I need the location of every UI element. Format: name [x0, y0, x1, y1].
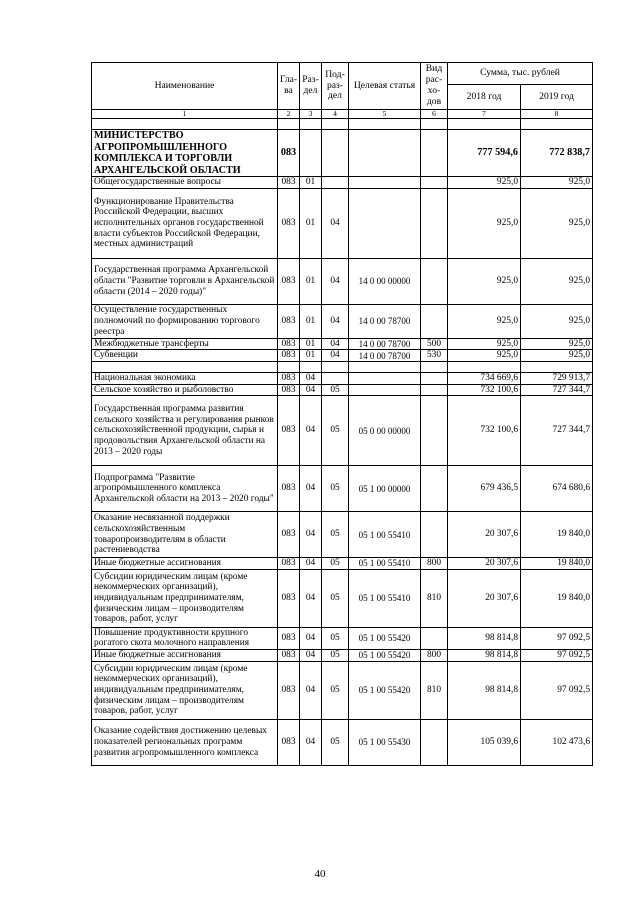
row-subsection: 04 [322, 304, 349, 338]
row-name: Субвенции [92, 350, 278, 362]
row-chapter: 083 [278, 350, 300, 362]
row-section: 04 [300, 558, 322, 570]
row-target-article: 05 0 00 00000 [349, 396, 421, 466]
row-subsection [322, 372, 349, 384]
table-row [92, 258, 593, 304]
row-name: Иные бюджетные ассигнования [92, 650, 278, 662]
row-subsection: 04 [322, 338, 349, 350]
row-subsection: 05 [322, 719, 349, 765]
page-number: 40 [314, 868, 326, 880]
table-row [92, 130, 593, 177]
empty-cell [448, 119, 521, 130]
row-section: 04 [300, 396, 322, 466]
row-section: 01 [300, 304, 322, 338]
row-amount-2018: 98 814,8 [448, 661, 521, 719]
row-target-article: 05 1 00 55410 [349, 569, 421, 627]
row-amount-2018: 98 814,8 [448, 650, 521, 662]
row-amount-2019: 97 092,5 [521, 627, 593, 649]
table-row [92, 650, 593, 662]
table-row [92, 396, 593, 466]
empty-cell [322, 119, 349, 130]
row-expense-type [421, 396, 448, 466]
row-chapter: 083 [278, 130, 300, 177]
row-expense-type [421, 512, 448, 558]
column-number: 4 [322, 110, 349, 119]
row-chapter: 083 [278, 512, 300, 558]
row-section: 01 [300, 177, 322, 189]
row-name: МИНИСТЕРСТВО АГРОПРОМЫШЛЕННОГО КОМПЛЕКСА И ТОРГОВЛИ АРХАНГЕЛЬСКОЙ ОБЛАСТИ [92, 130, 278, 177]
row-amount-2018: 20 307,6 [448, 512, 521, 558]
row-expense-type: 500 [421, 338, 448, 350]
row-target-article: 05 1 00 55410 [349, 558, 421, 570]
row-amount-2019: 727 344,7 [521, 396, 593, 466]
row-expense-type [421, 188, 448, 258]
row-subsection: 05 [322, 396, 349, 466]
row-amount-2018: 20 307,6 [448, 558, 521, 570]
header-name: Наименование [92, 63, 278, 110]
row-name: Повышение продуктивности крупного рогатого скота молочного направления [92, 627, 278, 649]
row-chapter: 083 [278, 396, 300, 466]
table-row [92, 466, 593, 512]
row-subsection: 05 [322, 466, 349, 512]
row-expense-type [421, 719, 448, 765]
row-name: Межбюджетные трансферты [92, 338, 278, 350]
row-target-article: 05 1 00 55420 [349, 661, 421, 719]
row-chapter: 083 [278, 719, 300, 765]
row-name: Общегосударственные вопросы [92, 177, 278, 189]
row-name: Оказание содействия достижению целевых показателей региональных программ развития агропромышленного комплекса [92, 719, 278, 765]
row-amount-2018: 732 100,6 [448, 384, 521, 396]
column-number: 3 [300, 110, 322, 119]
header-year-2019: 2019 год [521, 85, 593, 110]
row-name: Субсидии юридическим лицам (кроме некоммерческих организаций), индивидуальным предпринимателям, физическим лицам – производителям товаров, работ, услуг [92, 661, 278, 719]
row-amount-2018: 925,0 [448, 350, 521, 362]
empty-cell [300, 119, 322, 130]
table-row [92, 661, 593, 719]
table-row [92, 177, 593, 189]
empty-cell [278, 361, 300, 372]
row-amount-2019: 925,0 [521, 338, 593, 350]
empty-cell [448, 361, 521, 372]
row-name: Субсидии юридическим лицам (кроме некоммерческих организаций), индивидуальным предпринимателям, физическим лицам – производителям товаров, работ, услуг [92, 569, 278, 627]
row-expense-type [421, 177, 448, 189]
row-subsection: 04 [322, 258, 349, 304]
row-expense-type: 810 [421, 569, 448, 627]
row-name: Функционирование Правительства Российской Федерации, высших исполнительных органов государственной власти субъектов Российской Федерации, местных администраций [92, 188, 278, 258]
row-expense-type [421, 304, 448, 338]
row-name: Подпрограмма "Развитие агропромышленного комплекса Архангельской области на 2013 – 2020 годы" [92, 466, 278, 512]
row-section: 01 [300, 258, 322, 304]
row-amount-2018: 925,0 [448, 177, 521, 189]
row-amount-2018: 925,0 [448, 258, 521, 304]
row-subsection: 05 [322, 512, 349, 558]
row-chapter: 083 [278, 627, 300, 649]
row-expense-type: 530 [421, 350, 448, 362]
row-amount-2019: 729 913,7 [521, 372, 593, 384]
empty-cell [349, 119, 421, 130]
row-amount-2018: 732 100,6 [448, 396, 521, 466]
empty-cell [322, 361, 349, 372]
row-chapter: 083 [278, 384, 300, 396]
table-row [92, 304, 593, 338]
table-row [92, 719, 593, 765]
row-section: 04 [300, 569, 322, 627]
row-target-article: 14 0 00 78700 [349, 338, 421, 350]
budget-table [91, 62, 593, 766]
row-chapter: 083 [278, 558, 300, 570]
row-target-article [349, 177, 421, 189]
row-target-article: 14 0 00 78700 [349, 304, 421, 338]
row-chapter: 083 [278, 258, 300, 304]
row-expense-type: 800 [421, 558, 448, 570]
header-sum: Сумма, тыс. рублей [448, 63, 593, 85]
row-section: 04 [300, 466, 322, 512]
row-amount-2019: 19 840,0 [521, 512, 593, 558]
row-chapter: 083 [278, 650, 300, 662]
row-amount-2019: 772 838,7 [521, 130, 593, 177]
row-amount-2019: 925,0 [521, 177, 593, 189]
row-amount-2019: 925,0 [521, 188, 593, 258]
header-section: Раз-дел [300, 63, 322, 110]
row-target-article [349, 384, 421, 396]
row-amount-2019: 674 680,6 [521, 466, 593, 512]
row-name: Оказание несвязанной поддержки сельскохозяйственным товаропроизводителям в области растениеводства [92, 512, 278, 558]
row-section: 01 [300, 338, 322, 350]
header-subsection: Под-раз-дел [322, 63, 349, 110]
row-chapter: 083 [278, 304, 300, 338]
header-chapter: Гла-ва [278, 63, 300, 110]
row-expense-type [421, 384, 448, 396]
row-chapter: 083 [278, 661, 300, 719]
table-row [92, 350, 593, 362]
row-amount-2019: 19 840,0 [521, 569, 593, 627]
row-amount-2018: 734 669,6 [448, 372, 521, 384]
row-amount-2018: 679 436,5 [448, 466, 521, 512]
spacer-row [92, 361, 593, 372]
row-amount-2019: 19 840,0 [521, 558, 593, 570]
row-section: 04 [300, 661, 322, 719]
table-body [92, 119, 593, 766]
header-year-2018: 2018 год [448, 85, 521, 110]
row-section: 04 [300, 650, 322, 662]
empty-cell [92, 361, 278, 372]
row-amount-2018: 925,0 [448, 338, 521, 350]
row-chapter: 083 [278, 569, 300, 627]
row-section [300, 130, 322, 177]
header-expense-type: Вид рас-хо-дов [421, 63, 448, 110]
row-name: Иные бюджетные ассигнования [92, 558, 278, 570]
row-target-article: 05 1 00 55420 [349, 627, 421, 649]
empty-cell [521, 361, 593, 372]
row-section: 04 [300, 627, 322, 649]
row-amount-2019: 925,0 [521, 258, 593, 304]
row-amount-2019: 727 344,7 [521, 384, 593, 396]
table-row [92, 372, 593, 384]
row-expense-type [421, 130, 448, 177]
table-row [92, 512, 593, 558]
empty-cell [421, 119, 448, 130]
row-subsection: 05 [322, 569, 349, 627]
row-section: 01 [300, 188, 322, 258]
column-number: 7 [448, 110, 521, 119]
row-section: 04 [300, 372, 322, 384]
row-subsection: 04 [322, 350, 349, 362]
row-chapter: 083 [278, 372, 300, 384]
row-subsection: 05 [322, 661, 349, 719]
table-row [92, 188, 593, 258]
row-section: 04 [300, 512, 322, 558]
row-amount-2018: 925,0 [448, 304, 521, 338]
row-section: 01 [300, 350, 322, 362]
row-name: Осуществление государственных полномочий по формированию торгового реестра [92, 304, 278, 338]
row-amount-2018: 98 814,8 [448, 627, 521, 649]
empty-cell [300, 361, 322, 372]
row-name: Государственная программа Архангельской области "Развитие торговли в Архангельской области (2014 – 2020 годы)" [92, 258, 278, 304]
row-subsection: 05 [322, 627, 349, 649]
row-subsection [322, 177, 349, 189]
spacer-row [92, 119, 593, 130]
table-row [92, 627, 593, 649]
row-name: Сельское хозяйство и рыболовство [92, 384, 278, 396]
empty-cell [92, 119, 278, 130]
row-target-article [349, 130, 421, 177]
row-subsection: 05 [322, 650, 349, 662]
row-expense-type [421, 258, 448, 304]
row-name: Государственная программа развития сельского хозяйства и регулирования рынков сельскохозяйственной продукции, сырья и продовольствия Архангельской области на 2013 – 2020 годы [92, 396, 278, 466]
column-number: 5 [349, 110, 421, 119]
row-target-article: 05 1 00 00000 [349, 466, 421, 512]
row-amount-2019: 102 473,6 [521, 719, 593, 765]
row-amount-2018: 925,0 [448, 188, 521, 258]
row-subsection: 05 [322, 384, 349, 396]
row-chapter: 083 [278, 188, 300, 258]
empty-cell [421, 361, 448, 372]
table-row [92, 384, 593, 396]
row-target-article: 05 1 00 55410 [349, 512, 421, 558]
column-number: 6 [421, 110, 448, 119]
row-expense-type: 800 [421, 650, 448, 662]
column-number: 2 [278, 110, 300, 119]
row-target-article: 05 1 00 55430 [349, 719, 421, 765]
row-amount-2018: 105 039,6 [448, 719, 521, 765]
row-amount-2018: 777 594,6 [448, 130, 521, 177]
empty-cell [278, 119, 300, 130]
column-number: 1 [92, 110, 278, 119]
row-target-article: 14 0 00 00000 [349, 258, 421, 304]
row-name: Национальная экономика [92, 372, 278, 384]
row-section: 04 [300, 719, 322, 765]
row-amount-2018: 20 307,6 [448, 569, 521, 627]
row-expense-type [421, 627, 448, 649]
row-target-article: 14 0 00 78700 [349, 350, 421, 362]
table-row [92, 569, 593, 627]
row-amount-2019: 925,0 [521, 304, 593, 338]
row-chapter: 083 [278, 177, 300, 189]
table-row [92, 558, 593, 570]
row-target-article [349, 188, 421, 258]
row-chapter: 083 [278, 338, 300, 350]
header-target-article: Целевая статья [349, 63, 421, 110]
row-expense-type [421, 372, 448, 384]
empty-cell [521, 119, 593, 130]
column-number-row [92, 110, 593, 119]
row-chapter: 083 [278, 466, 300, 512]
row-amount-2019: 97 092,5 [521, 661, 593, 719]
row-subsection: 04 [322, 188, 349, 258]
row-amount-2019: 925,0 [521, 350, 593, 362]
row-amount-2019: 97 092,5 [521, 650, 593, 662]
row-section: 04 [300, 384, 322, 396]
row-target-article: 05 1 00 55420 [349, 650, 421, 662]
row-subsection [322, 130, 349, 177]
row-expense-type [421, 466, 448, 512]
row-expense-type: 810 [421, 661, 448, 719]
row-target-article [349, 372, 421, 384]
table-row [92, 338, 593, 350]
column-number: 8 [521, 110, 593, 119]
empty-cell [349, 361, 421, 372]
row-subsection: 05 [322, 558, 349, 570]
